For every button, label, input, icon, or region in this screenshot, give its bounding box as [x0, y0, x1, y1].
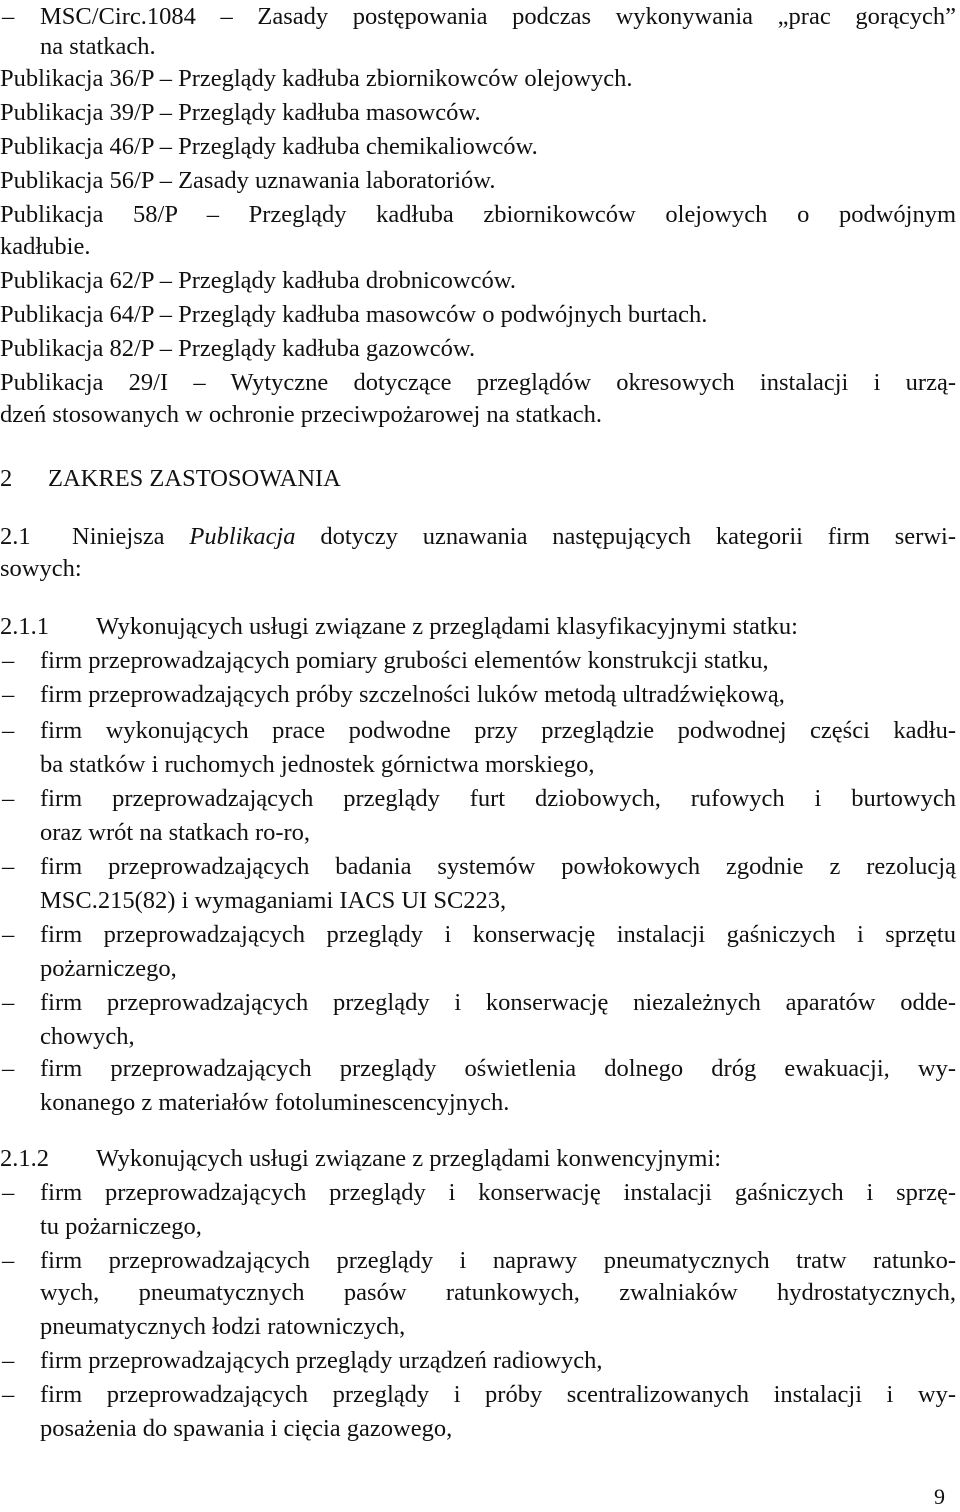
ref-item: Publikacja 62/P – Przeglądy kadłuba drobnicowców.	[0, 267, 516, 294]
subsection-2-1-2-heading: 2.1.2 Wykonujących usługi związane z przeglądami konwencyjnymi:	[0, 1142, 956, 1176]
list-item-cont: chowych,	[40, 1023, 135, 1050]
paragraph-2-1: 2.1 Niniejsza Publikacja dotyczy uznawania następujących kategorii firm serwi-	[0, 520, 956, 554]
list-dash: –	[2, 989, 15, 1016]
ref-msc1084: MSC/Circ.1084 – Zasady postępowania podczas wykonywania „prac gorących”	[40, 3, 956, 30]
ref-item: Publikacja 82/P – Przeglądy kadłuba gazowców.	[0, 335, 476, 362]
list-item: firm wykonujących prace podwodne przy przeglądzie podwodnej części kadłu-	[40, 717, 956, 744]
list-item-cont: MSC.215(82) i wymaganiami IACS UI SC223,	[40, 887, 507, 914]
list-dash: –	[2, 1347, 15, 1374]
subsection-number: 2.1.2	[0, 1145, 49, 1172]
list-item: firm przeprowadzających badania systemów powłokowych zgodnie z rezolucją	[40, 853, 956, 880]
list-item: firm przeprowadzających przeglądy i naprawy pneumatycznych tratw ratunko-	[40, 1247, 956, 1274]
list-dash: –	[2, 1055, 15, 1082]
subsection-2-1-1-heading: 2.1.1 Wykonujących usługi związane z przeglądami klasyfikacyjnymi statku:	[0, 610, 956, 644]
list-dash: –	[2, 921, 15, 948]
ref-item: Publikacja 46/P – Przeglądy kadłuba chemikaliowców.	[0, 133, 538, 160]
list-item: firm przeprowadzających przeglądy i konserwację niezależnych aparatów odde-	[40, 989, 956, 1016]
list-dash: –	[2, 3, 15, 30]
ref-item-cont: kadłubie.	[0, 233, 91, 260]
section-heading	[0, 462, 956, 496]
list-dash: –	[2, 681, 15, 708]
list-item: firm przeprowadzających próby szczelności luków metodą ultradźwiękową,	[40, 681, 785, 708]
list-item: firm przeprowadzających przeglądy i konserwację instalacji gaśniczych i sprzętu	[40, 921, 956, 948]
list-item-cont: wych, pneumatycznych pasów ratunkowych, zwalniaków hydrostatycznych,	[40, 1279, 956, 1306]
list-item: firm przeprowadzających pomiary grubości elementów konstrukcji statku,	[40, 647, 769, 674]
ref-item: Publikacja 29/I – Wytyczne dotyczące przeglądów okresowych instalacji i urzą-	[0, 369, 956, 396]
list-dash: –	[2, 1179, 15, 1206]
list-item-cont: konanego z materiałów fotoluminescencyjnych.	[40, 1089, 510, 1116]
ref-item: Publikacja 39/P – Przeglądy kadłuba masowców.	[0, 99, 481, 126]
list-item-cont: posażenia do spawania i cięcia gazowego,	[40, 1415, 453, 1442]
list-item: firm przeprowadzających przeglądy i konserwację instalacji gaśniczych i sprzę-	[40, 1179, 956, 1206]
ref-item-cont: dzeń stosowanych w ochronie przeciwpożarowej na statkach.	[0, 401, 603, 428]
section-number: 2	[0, 465, 13, 492]
list-item: firm przeprowadzających przeglądy furt dziobowych, rufowych i burtowych	[40, 785, 956, 812]
ref-item: Publikacja 56/P – Zasady uznawania laboratoriów.	[0, 167, 496, 194]
subsection-number: 2.1.1	[0, 613, 49, 640]
list-item-cont: pożarniczego,	[40, 955, 177, 982]
list-item-cont: pneumatycznych łodzi ratowniczych,	[40, 1313, 406, 1340]
ref-msc1084-cont: na statkach.	[40, 33, 156, 60]
list-item: firm przeprowadzających przeglądy urządzeń radiowych,	[40, 1347, 603, 1374]
ref-item: Publikacja 64/P – Przeglądy kadłuba masowców o podwójnych burtach.	[0, 301, 708, 328]
list-dash: –	[2, 853, 15, 880]
list-dash: –	[2, 717, 15, 744]
list-dash: –	[2, 1247, 15, 1274]
list-dash: –	[2, 785, 15, 812]
list-item-cont: ba statków i ruchomych jednostek górnictwa morskiego,	[40, 751, 595, 778]
list-dash: –	[2, 647, 15, 674]
publication-italic: Publikacja	[189, 523, 296, 550]
list-item: firm przeprowadzających przeglądy oświetlenia dolnego dróg ewakuacji, wy-	[40, 1055, 956, 1082]
page-number: 9	[934, 1484, 945, 1509]
list-item-cont: tu pożarniczego,	[40, 1213, 202, 1240]
ref-item: Publikacja 58/P – Przeglądy kadłuba zbiornikowców olejowych o podwójnym	[0, 201, 956, 228]
section-title: ZAKRES ZASTOSOWANIA	[48, 465, 341, 492]
ref-item: Publikacja 36/P – Przeglądy kadłuba zbiornikowców olejowych.	[0, 65, 633, 92]
list-dash: –	[2, 1381, 15, 1408]
list-item: firm przeprowadzających przeglądy i próby scentralizowanych instalacji i wy-	[40, 1381, 956, 1408]
paragraph-2-1-cont: sowych:	[0, 555, 82, 582]
list-item-cont: oraz wrót na statkach ro-ro,	[40, 819, 311, 846]
paragraph-number: 2.1	[0, 523, 31, 550]
